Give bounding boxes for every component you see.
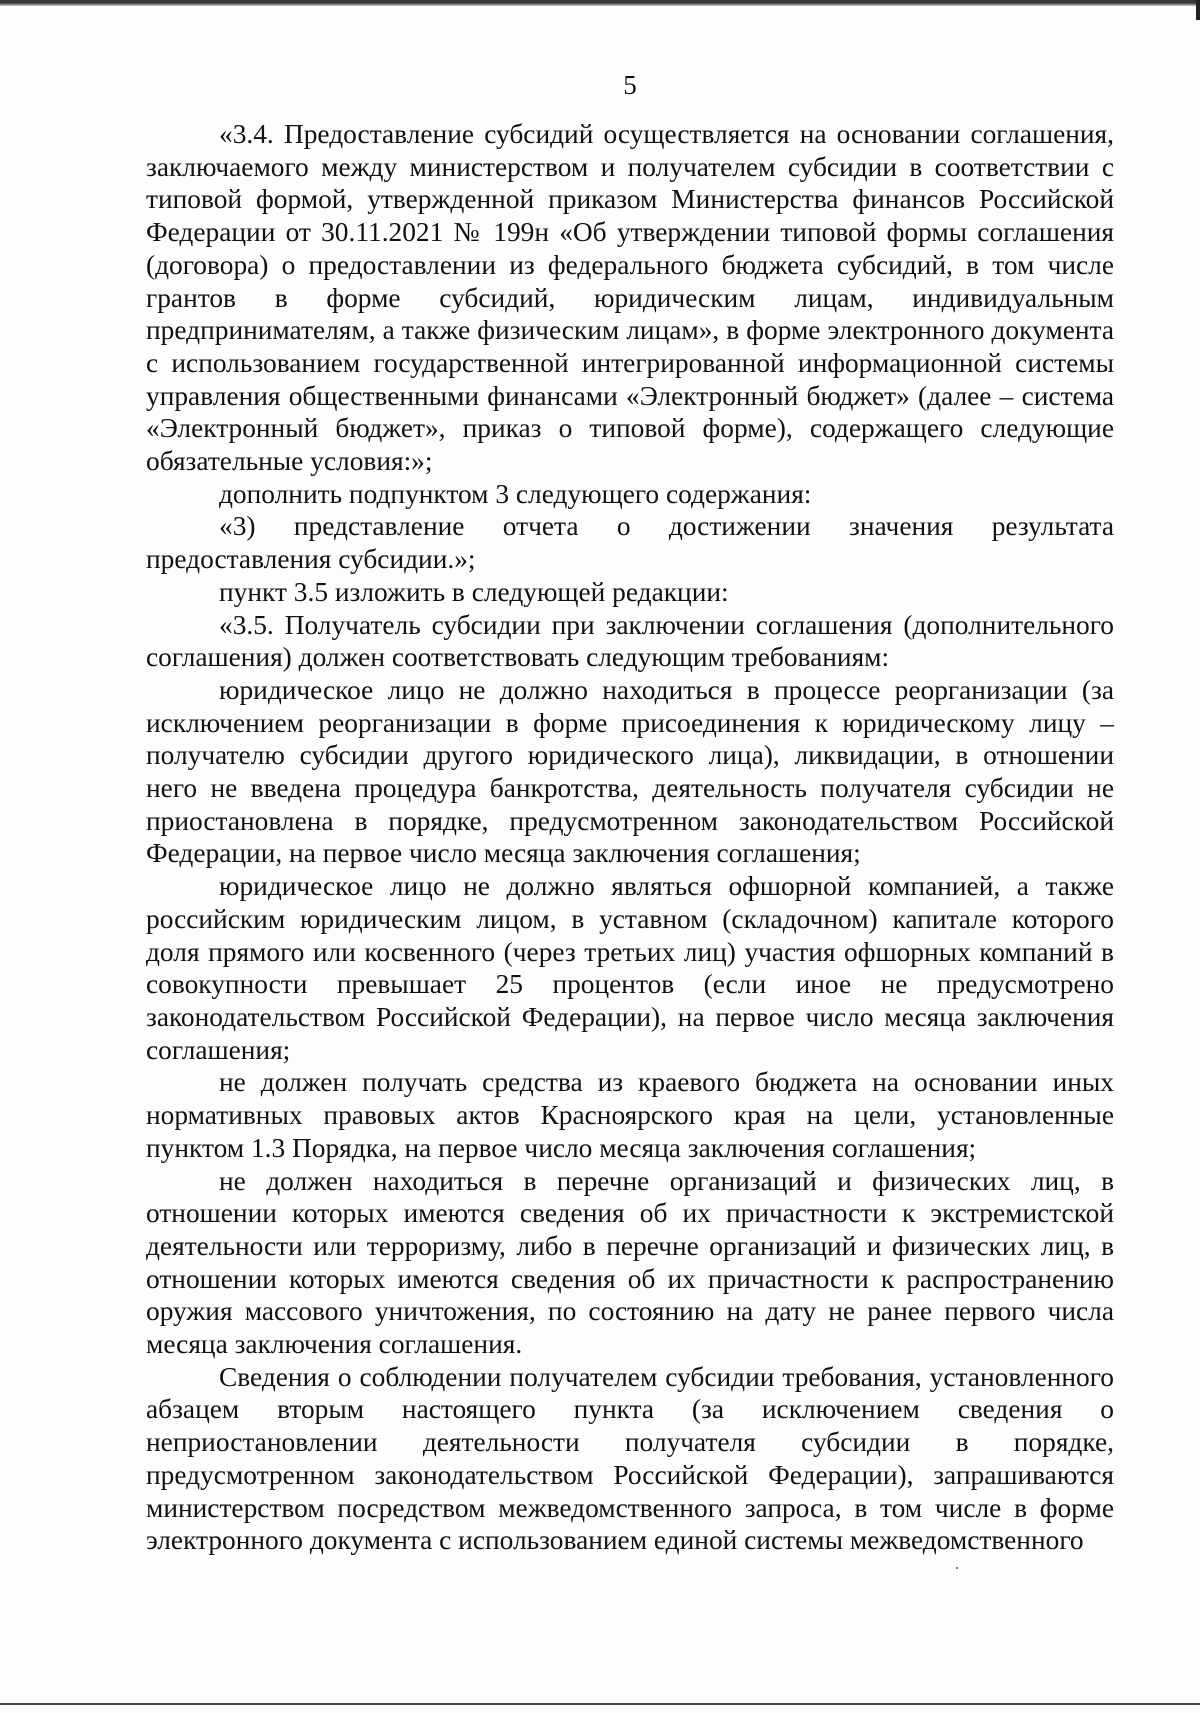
paragraph-subitem-3: «3) представление отчета о достижении значения результата предоставления субсидии.»; [146, 511, 1114, 575]
paragraph-requirement-offshore: юридическое лицо не должно являться офшорной компанией, а также российским юридическим лицом, в уставном (складочном) капитале которого доля прямого или косвенного (через третьих лиц) участия офшорных компаний в совокупности превышает 25 процентов (если иное не предусмотрено законодательством Российской Федерации), на первое число месяца заключения соглашения; [146, 871, 1114, 1065]
paragraph-information-request: Сведения о соблюдении получателем субсидии требования, установленного абзацем вторым настоящего пункта (за исключением сведения о неприостановлении деятельности получателя субсидии в порядке, предусмотренном законодательством Российской Федерации), запрашиваются министерством посредством межведомственного запроса, в том числе в форме электронного документа с использованием единой системы межведомственного [146, 1361, 1114, 1556]
paragraph-add-subitem-3: дополнить подпунктом 3 следующего содержания: [219, 478, 812, 509]
paragraph-requirement-extremism-list: не должен находиться в перечне организаций и физических лиц, в отношении которых имеются сведения об их причастности к экстремистской деятельности или терроризму, либо в перечне организаций и физических лиц, в отношении которых имеются сведения об их причастности к распространению оружия массового уничтожения, по состоянию на дату не ранее первого числа месяца заключения соглашения. [146, 1165, 1114, 1360]
scan-top-edge [0, 0, 1200, 6]
scan-bottom-edge [0, 1703, 1200, 1705]
paragraph-3-4: «3.4. Предоставление субсидий осуществляется на основании соглашения, заключаемого между министерством и получателем субсидии в соответствии с типовой формой, утвержденной приказом Министерства финансов Российской Федерации от 30.11.2021 № 199н «Об утверждении типовой формы соглашения (договора) о предоставлении из федерального бюджета субсидий, в том числе грантов в форме субсидий, юридическим лицам, индивидуальным предпринимателям, а также физическим лицам», в форме электронного документа с использованием государственной интегрированной информационной системы управления общественными финансами «Электронный бюджет» (далее – система «Электронный бюджет», приказ о типовой форме), содержащего следующие обязательные условия:»; [146, 119, 1114, 477]
paragraph-item-3-5-intro: пункт 3.5 изложить в следующей редакции: [219, 576, 729, 607]
page-number: 5 [623, 70, 637, 100]
scan-speck [956, 1567, 958, 1569]
paragraph-requirement-reorganization: юридическое лицо не должно находиться в процессе реорганизации (за исключением реорганизации в форме присоединения к юридическому лицу – получателю субсидии другого юридического лица), ликвидации, в отношении него не введена процедура банкротства, деятельность получателя субсидии не приостановлена в порядке, предусмотренном законодательством Российской Федерации, на первое число месяца заключения соглашения; [146, 674, 1114, 869]
paragraph-3-5: «3.5. Получатель субсидии при заключении соглашения (дополнительного соглашения) должен соответствовать следующим требованиям: [146, 609, 1114, 673]
scan-right-edge [1196, 0, 1200, 20]
document-body [146, 118, 1114, 1557]
paragraph-requirement-regional-budget: не должен получать средства из краевого бюджета на основании иных нормативных правовых актов Красноярского края на цели, установленные пунктом 1.3 Порядка, на первое число месяца заключения соглашения; [146, 1067, 1114, 1163]
